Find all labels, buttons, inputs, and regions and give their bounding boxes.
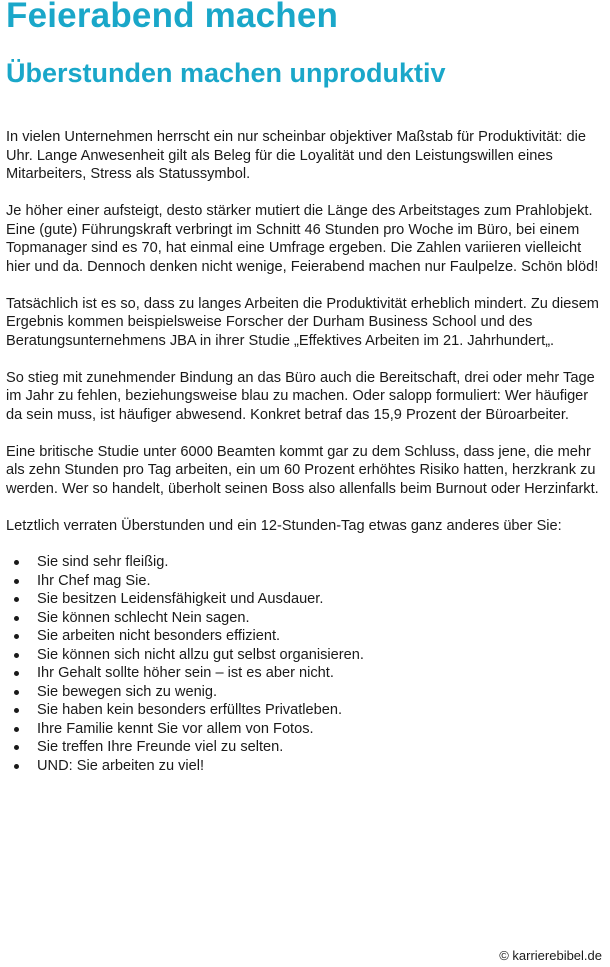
paragraph-1: In vielen Unternehmen herrscht ein nur scheinbar objektiver Maßstab für Produktivität: die Uhr. Lange Anwesenheit gilt als Beleg für die Loyalität und den Leistungswillen eines Mitarbeiters, Stress als Statussymbol. — [6, 129, 586, 182]
list-item: Ihr Chef mag Sie. — [37, 572, 608, 591]
list-item: Sie treffen Ihre Freunde viel zu selten. — [37, 738, 608, 757]
list-item: Sie können sich nicht allzu gut selbst organisieren. — [37, 646, 608, 665]
page-title: Feierabend machen — [6, 0, 339, 35]
paragraph-5: Eine britische Studie unter 6000 Beamten kommt gar zu dem Schluss, dass jene, die mehr als zehn Stunden pro Tag arbeiten, ein um 60 Prozent erhöhtes Risiko hatten, herzkrank zu werden. Wer so handelt, überholt seinen Boss also allenfalls beim Burnout oder Herzinfarkt. — [6, 443, 599, 497]
paragraph-6: Letztlich verraten Überstunden und ein 12-Stunden-Tag etwas ganz anderes über Sie: — [6, 517, 562, 534]
list-item: Sie besitzen Leidensfähigkeit und Ausdauer. — [37, 590, 608, 609]
article-body — [6, 128, 608, 775]
page-subtitle: Überstunden machen unproduktiv — [6, 58, 446, 88]
list-item: Ihr Gehalt sollte höher sein – ist es aber nicht. — [37, 664, 608, 683]
list-item: Ihre Familie kennt Sie vor allem von Fotos. — [37, 720, 608, 739]
list-item: Sie sind sehr fleißig. — [37, 553, 608, 572]
copyright-footer: © karrierebibel.de — [499, 948, 602, 963]
paragraph-2: Je höher einer aufsteigt, desto stärker mutiert die Länge des Arbeitstages zum Prahlobjekt. Eine (gute) Führungskraft verbringt im Schnitt 46 Stunden pro Woche im Büro, bei einem Topmanager sind es 70, hat einmal eine Umfrage ergeben. Die Zahlen variieren vielleicht hier und da. Dennoch denken nicht wenige, Feierabend machen nur Faulpelze. Schön blöd! — [6, 203, 599, 275]
list-item: UND: Sie arbeiten zu viel! — [37, 757, 608, 776]
list-item: Sie bewegen sich zu wenig. — [37, 683, 608, 702]
paragraph-3: Tatsächlich ist es so, dass zu langes Arbeiten die Produktivität erheblich mindert. Zu diesem Ergebnis kommen beispielsweise Forscher der Durham Business School und des Beratungsunternehmens JBA in ihrer Studie „Effektives Arbeiten im 21. Jahrhundert„. — [6, 295, 599, 349]
list-item: Sie haben kein besonders erfülltes Privatleben. — [37, 701, 608, 720]
paragraph-4: So stieg mit zunehmender Bindung an das Büro auch die Bereitschaft, drei oder mehr Tage im Jahr zu fehlen, beziehungsweise blau zu machen. Oder salopp formuliert: Wer häufiger da sein muss, ist häufiger abwesend. Konkret betraf das 15,9 Prozent der Büroarbeiter. — [6, 369, 595, 423]
list-item: Sie können schlecht Nein sagen. — [37, 609, 608, 628]
bullet-list — [6, 553, 608, 775]
list-item: Sie arbeiten nicht besonders effizient. — [37, 627, 608, 646]
